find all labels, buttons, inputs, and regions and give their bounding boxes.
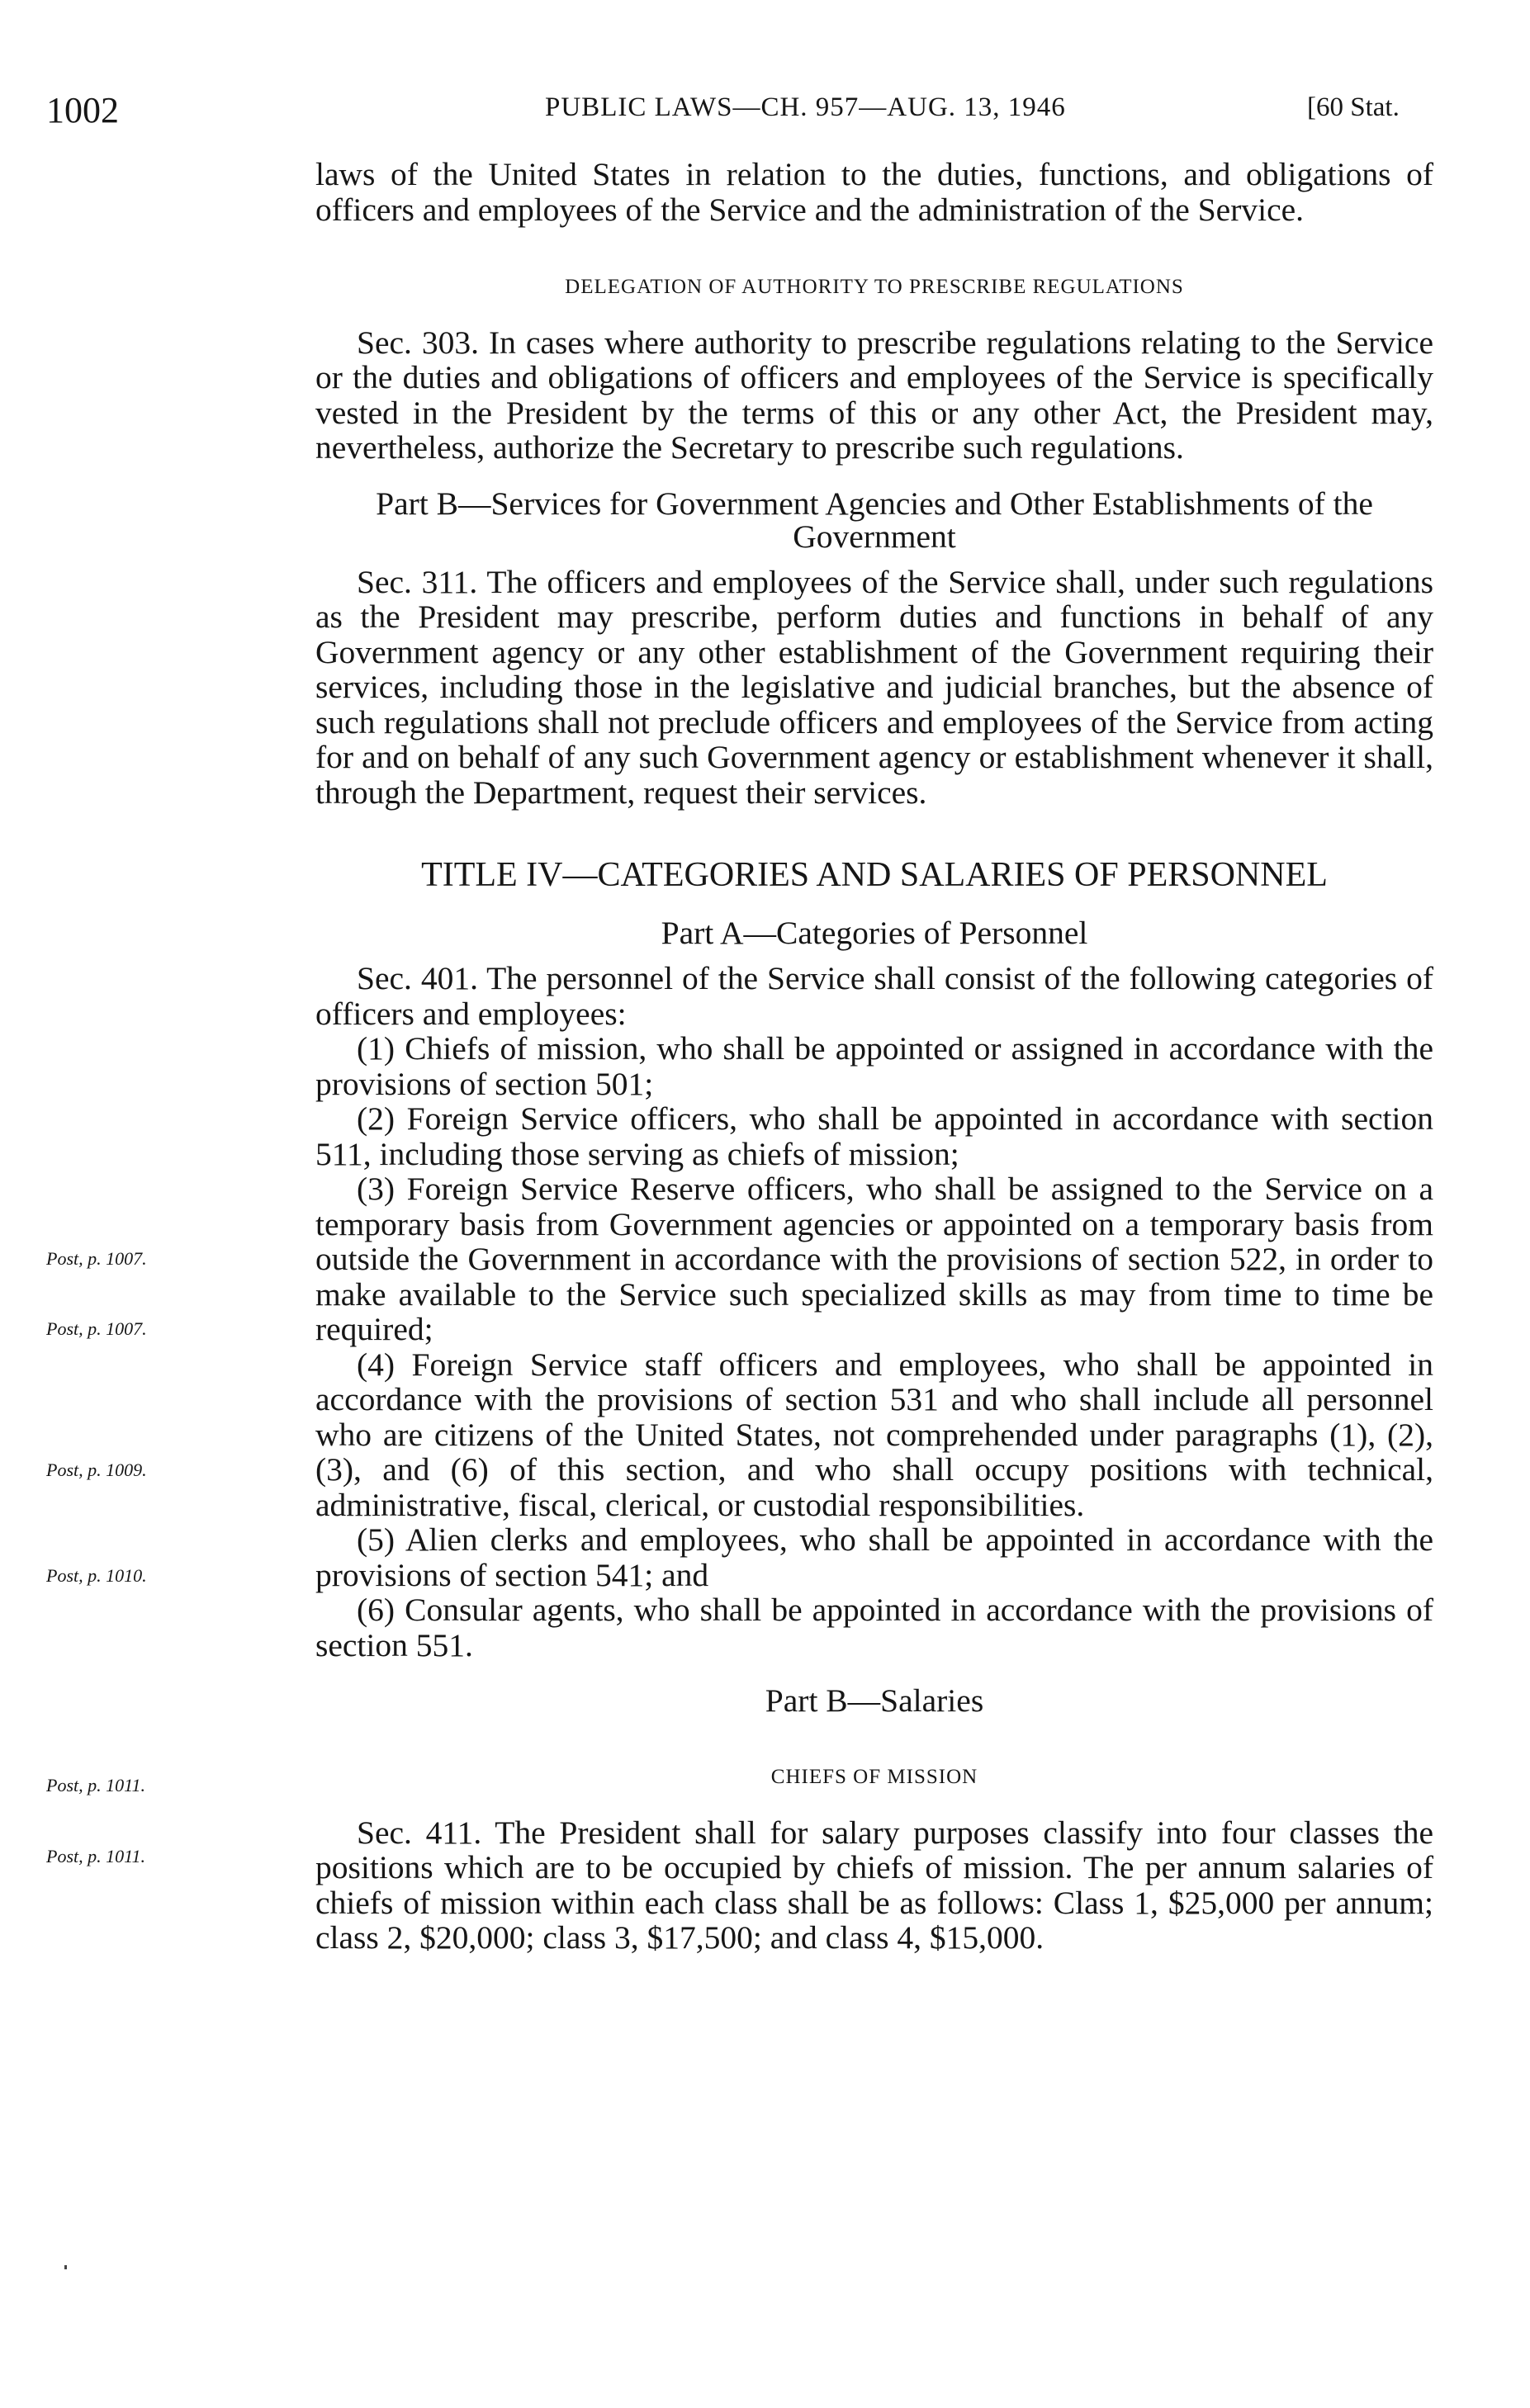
continuation-paragraph: laws of the United States in relation to the duties, functions, and obligations of officers and employees of the Service and the administration of the Service. — [315, 156, 1433, 228]
section-311: Sec. 311. The officers and employees of the Service shall, under such regulations as the President may prescribe, perform duties and functions in behalf of any Government agency or any other establishment of the Government requiring their services, including those in the legislative and judicial branches, but the absence of such regulations shall not preclude officers and employees of the Service from acting for and on behalf of any such Government agency or establishment whenever it shall, through the Department, request their services. — [315, 563, 1433, 811]
statute-reference: [60 Stat. — [1307, 92, 1400, 122]
page-number: 1002 — [46, 90, 119, 130]
list-item-3: (3) Foreign Service Reserve officers, who shall be assigned to the Service on a temporary basis from Government agencies or appointed on a temporary basis from outside the Government in accordance with the provisions of section 522, in order to make available to the Service such specialized skills as may from time to time be required; — [315, 1171, 1433, 1347]
margin-note: Post, p. 1007. — [46, 1248, 147, 1269]
list-item-6: (6) Consular agents, who shall be appointed in accordance with the provisions of section 551. — [315, 1592, 1433, 1663]
heading-part-a: Part A—Categories of Personnel — [661, 915, 1088, 951]
running-title: PUBLIC LAWS—CH. 957—AUG. 13, 1946 — [545, 92, 1066, 122]
list-item-4: (4) Foreign Service staff officers and employees, who shall be appointed in accordance with the provisions of section 531 and who shall include all personnel who are citizens of the United States, not comprehended under paragraphs (1), (2), (3), and (6) of this section, and who shall occupy positions with technical, administrative, fiscal, clerical, or custodial responsibilities. — [315, 1346, 1433, 1523]
heading-delegation: DELEGATION OF AUTHORITY TO PRESCRIBE REGULATIONS — [565, 276, 1184, 298]
body-text — [315, 157, 1433, 1956]
margin-note: Post, p. 1011. — [46, 1775, 145, 1795]
margin-note: Post, p. 1011. — [46, 1846, 145, 1866]
section-303: Sec. 303. In cases where authority to prescribe regulations relating to the Service or the duties and obligations of officers and employees of the Service is specifically vested in the President by the terms of this or any other Act, the President may, nevertheless, authorize the Secretary to prescribe such regulations. — [315, 324, 1433, 466]
heading-part-b-salaries: Part B—Salaries — [765, 1682, 984, 1719]
section-401: Sec. 401. The personnel of the Service shall consist of the following categories of officers and employees: — [315, 960, 1433, 1032]
heading-part-b-services: Part B—Services for Government Agencies and Other Establishments of the Government — [376, 485, 1373, 555]
margin-note: Post, p. 1009. — [46, 1459, 147, 1480]
margin-note: Post, p. 1007. — [46, 1318, 147, 1339]
heading-chiefs-of-mission: CHIEFS OF MISSION — [770, 1766, 978, 1788]
margin-note: Post, p. 1010. — [46, 1565, 147, 1586]
list-item-2: (2) Foreign Service officers, who shall be appointed in accordance with section 511, including those serving as chiefs of mission; — [315, 1100, 1433, 1172]
list-item-1: (1) Chiefs of mission, who shall be appointed or assigned in accordance with the provisions of section 501; — [315, 1030, 1433, 1102]
print-speck — [64, 2265, 67, 2269]
section-411: Sec. 411. The President shall for salary purposes classify into four classes the positions which are to be occupied by chiefs of mission. The per annum salaries of chiefs of mission within each class shall be as follows: Class 1, $25,000 per annum; class 2, $20,000; class 3, $17,500; and class 4, $15,000. — [315, 1814, 1433, 1956]
heading-title-iv: TITLE IV—CATEGORIES AND SALARIES OF PERSONNEL — [421, 856, 1328, 894]
list-item-5: (5) Alien clerks and employees, who shall be appointed in accordance with the provisions of section 541; and — [315, 1521, 1433, 1593]
